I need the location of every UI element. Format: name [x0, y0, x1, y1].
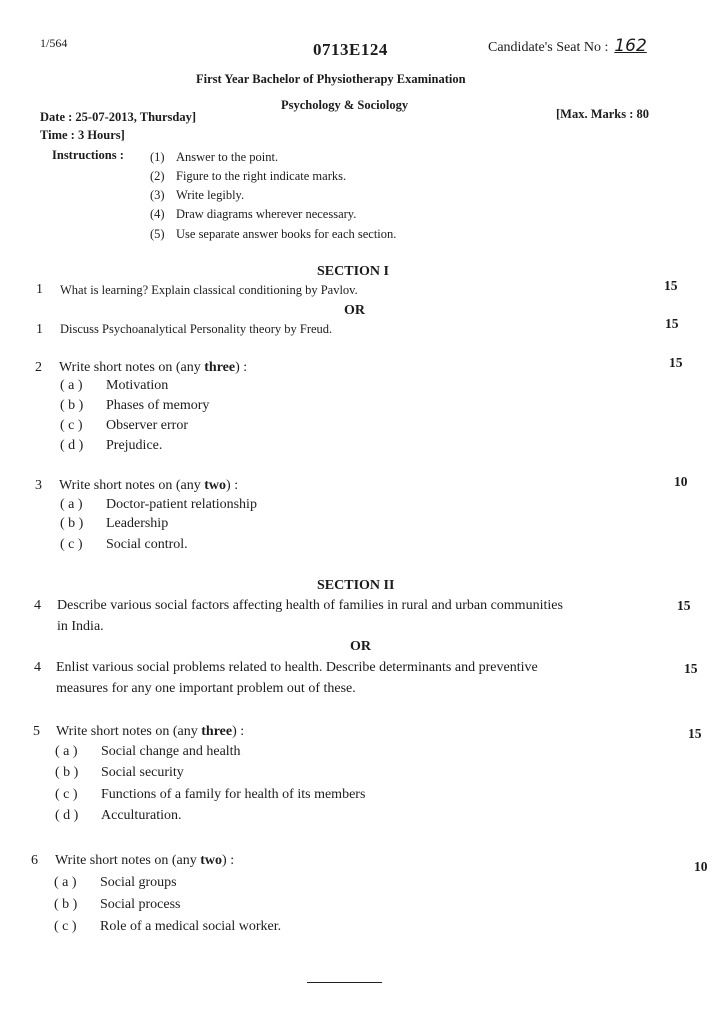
sub-question-text: Social groups: [100, 875, 177, 890]
question-number: 1: [36, 322, 43, 337]
sub-question: [60, 378, 168, 394]
instruction-text: Use separate answer books for each section.: [176, 227, 397, 241]
max-marks: [Max. Marks : 80: [556, 107, 650, 121]
question-marks: 10: [674, 474, 688, 489]
question-marks: 15: [669, 355, 683, 370]
question-text-line: Enlist various social problems related to health. Describe determinants and preventive: [56, 660, 538, 675]
sub-question-label: ( c ): [60, 537, 83, 552]
sub-question: [55, 744, 241, 760]
sub-question-label: ( b ): [60, 516, 84, 531]
sub-question-label: ( b ): [55, 765, 79, 780]
instruction-number: (5): [150, 227, 165, 241]
question-text-part: Write short notes on (any: [55, 853, 201, 868]
question-marks: 15: [677, 598, 691, 613]
sub-question: [60, 516, 168, 532]
instruction-text: Answer to the point.: [176, 150, 279, 164]
question-text-part: ) :: [226, 478, 239, 493]
question-text-emphasis: two: [204, 478, 227, 493]
sub-question-label: ( a ): [54, 875, 77, 890]
question-text-part: Write short notes on (any: [59, 478, 205, 493]
question-text: Discuss Psychoanalytical Personality theory by Freud.: [60, 322, 333, 336]
paper-code: 0713E124: [313, 40, 388, 59]
exam-date: Date : 25-07-2013, Thursday]: [40, 110, 197, 124]
sub-question: [60, 438, 162, 454]
instruction-item: [150, 188, 244, 203]
sub-question: [54, 919, 281, 935]
question-number: 5: [33, 724, 40, 739]
instruction-item: [150, 169, 346, 184]
sub-question: [55, 765, 184, 781]
instruction-text: Draw diagrams wherever necessary.: [176, 207, 357, 221]
question-text-part: Write short notes on (any: [56, 724, 202, 739]
sub-question: [60, 497, 257, 513]
sub-question-label: ( a ): [60, 378, 83, 393]
instruction-text: Write legibly.: [176, 188, 245, 202]
sub-question-label: ( d ): [55, 808, 79, 823]
sub-question: [55, 808, 181, 824]
sub-question-text: Acculturation.: [101, 808, 182, 823]
sub-question-text: Leadership: [106, 516, 169, 531]
question-text: [59, 478, 238, 494]
sub-question-text: Phases of memory: [106, 398, 210, 413]
question-marks: 15: [688, 726, 702, 741]
end-divider: [307, 982, 382, 983]
section-2-title: SECTION II: [317, 578, 395, 593]
sub-question: [55, 787, 365, 803]
or-separator: OR: [350, 639, 371, 654]
subject-title: Psychology & Sociology: [281, 98, 409, 112]
sub-question: [60, 418, 188, 434]
question-text-part: ) :: [232, 724, 245, 739]
instructions-label: Instructions :: [52, 148, 124, 162]
question-text: What is learning? Explain classical conditioning by Pavlov.: [60, 283, 358, 297]
question-text-part: ) :: [222, 853, 235, 868]
sub-question-text: Observer error: [106, 418, 189, 433]
sub-question-label: ( c ): [60, 418, 83, 433]
question-text-emphasis: three: [201, 724, 233, 739]
instruction-item: [150, 150, 278, 165]
sub-question-label: ( b ): [60, 398, 84, 413]
sub-question: [54, 875, 177, 891]
question-marks: 15: [664, 278, 678, 293]
question-text-part: Write short notes on (any: [59, 360, 205, 375]
question-text: [56, 724, 244, 740]
question-number: 6: [31, 853, 38, 868]
question-text-line: Describe various social factors affecting health of families in rural and urban communities: [57, 598, 563, 613]
sub-question-text: Prejudice.: [106, 438, 163, 453]
seat-number-value: 162: [614, 36, 647, 56]
question-text-line: in India.: [57, 619, 104, 634]
exam-title: First Year Bachelor of Physiotherapy Examination: [196, 72, 466, 86]
question-text-emphasis: three: [204, 360, 236, 375]
instruction-number: (1): [150, 150, 165, 164]
sub-question: [60, 537, 188, 553]
instruction-number: (2): [150, 169, 165, 183]
instruction-number: (4): [150, 207, 165, 221]
sub-question-label: ( d ): [60, 438, 84, 453]
sub-question-text: Doctor-patient relationship: [106, 497, 257, 512]
sub-question-text: Functions of a family for health of its members: [101, 787, 366, 802]
sub-question-label: ( a ): [55, 744, 78, 759]
seat-number-label: Candidate's Seat No :: [488, 40, 609, 55]
question-text-line: measures for any one important problem out of these.: [56, 681, 356, 696]
sub-question-text: Social security: [101, 765, 184, 780]
sub-question-text: Social process: [100, 897, 181, 912]
question-marks: 10: [694, 859, 708, 874]
sub-question-text: Social control.: [106, 537, 188, 552]
instruction-item: [150, 227, 396, 242]
section-1-title: SECTION I: [317, 264, 389, 279]
page-reference: 1/564: [40, 36, 68, 50]
or-separator: OR: [344, 303, 365, 318]
instruction-item: [150, 207, 356, 222]
question-text: [59, 360, 247, 376]
sub-question-label: ( a ): [60, 497, 83, 512]
question-marks: 15: [684, 661, 698, 676]
sub-question-text: Role of a medical social worker.: [100, 919, 282, 934]
sub-question-text: Motivation: [106, 378, 169, 393]
sub-question: [60, 398, 209, 414]
sub-question-label: ( b ): [54, 897, 78, 912]
seat-number-field: [488, 36, 647, 56]
question-text: [55, 853, 234, 869]
question-number: 4: [34, 598, 41, 613]
question-number: 4: [34, 660, 41, 675]
question-number: 1: [36, 282, 43, 297]
question-number: 2: [35, 360, 42, 375]
instruction-text: Figure to the right indicate marks.: [176, 169, 347, 183]
sub-question-label: ( c ): [55, 787, 78, 802]
exam-time: Time : 3 Hours]: [40, 128, 125, 142]
sub-question-text: Social change and health: [101, 744, 241, 759]
sub-question-label: ( c ): [54, 919, 77, 934]
question-text-part: ) :: [235, 360, 248, 375]
question-text-emphasis: two: [200, 853, 223, 868]
sub-question: [54, 897, 180, 913]
instruction-number: (3): [150, 188, 165, 202]
question-number: 3: [35, 478, 42, 493]
question-marks: 15: [665, 316, 679, 331]
